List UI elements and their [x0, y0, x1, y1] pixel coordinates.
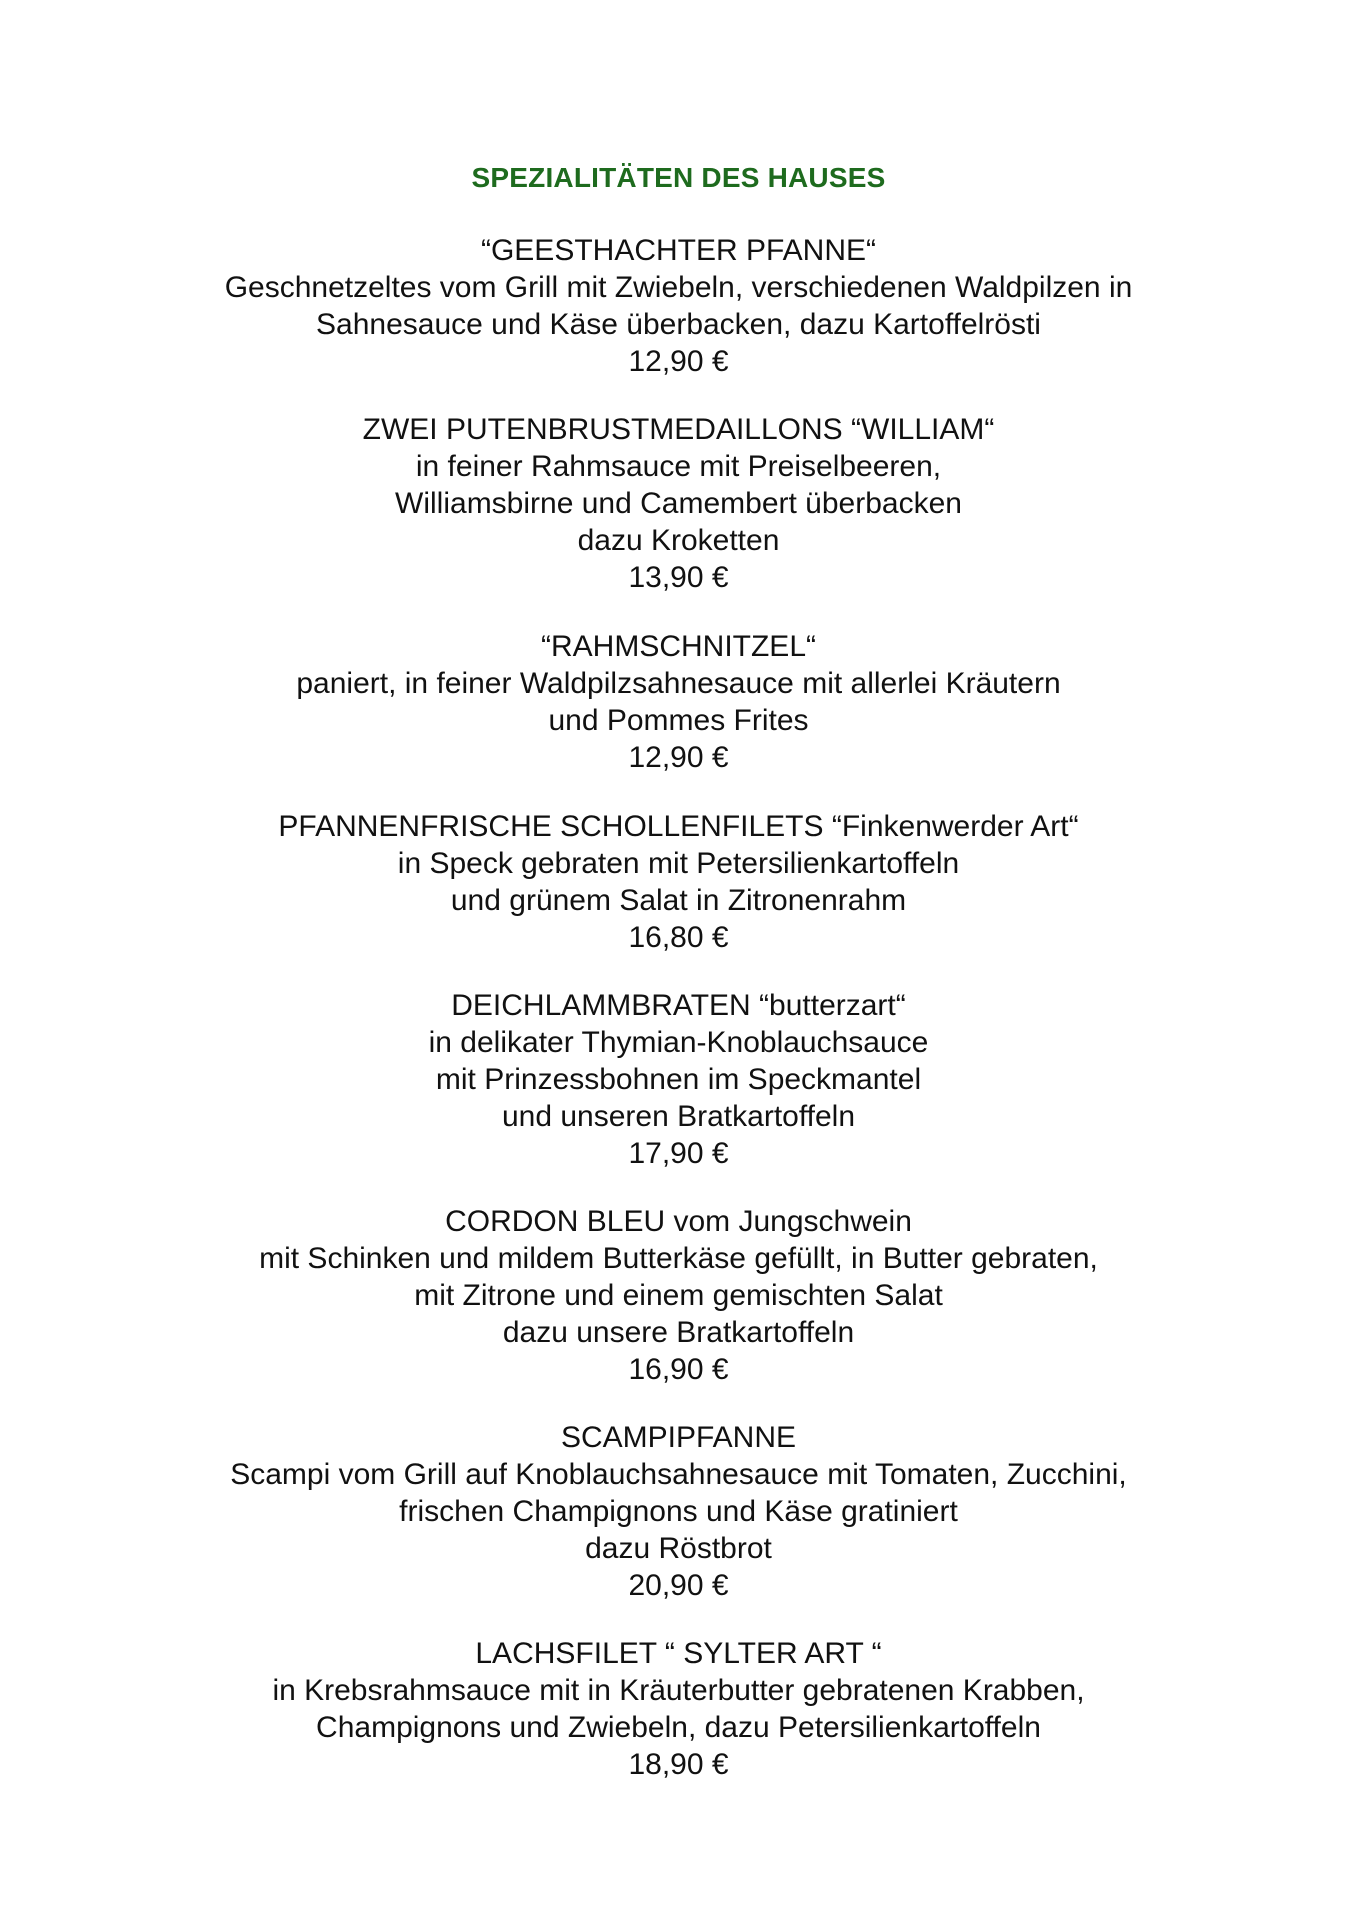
dish-price: 20,90 € — [628, 1569, 729, 1602]
dish-description-line: dazu Röstbrot — [585, 1532, 772, 1565]
dish-name: PFANNENFRISCHE SCHOLLENFILETS “Finkenwerder Art“ — [278, 810, 1079, 843]
menu-item — [0, 1419, 1357, 1604]
dish-description-line: und grünem Salat in Zitronenrahm — [450, 884, 907, 917]
dish-price: 16,90 € — [628, 1353, 729, 1386]
dish-description-line: und unseren Bratkartoffeln — [501, 1100, 855, 1133]
dish-price: 12,90 € — [628, 741, 729, 774]
dish-price: 16,80 € — [628, 921, 729, 954]
dish-price: 18,90 € — [628, 1748, 729, 1781]
dish-description-line: in feiner Rahmsauce mit Preiselbeeren, — [415, 450, 942, 483]
menu-item — [0, 411, 1357, 596]
dish-description-line: paniert, in feiner Waldpilzsahnesauce mit allerlei Kräutern — [296, 667, 1061, 700]
dish-description-line: mit Schinken und mildem Butterkäse gefüllt, in Butter gebraten, — [259, 1242, 1098, 1275]
dish-price: 12,90 € — [628, 345, 729, 378]
dish-description-line: und Pommes Frites — [548, 704, 809, 737]
dish-description-line: mit Prinzessbohnen im Speckmantel — [435, 1063, 922, 1096]
dish-name: CORDON BLEU vom Jungschwein — [445, 1205, 912, 1238]
dish-price: 17,90 € — [628, 1137, 729, 1170]
dish-name: LACHSFILET “ SYLTER ART “ — [475, 1637, 882, 1670]
menu-item — [0, 232, 1357, 380]
dish-name: DEICHLAMMBRATEN “butterzart“ — [451, 989, 906, 1022]
dish-description-line: in delikater Thymian-Knoblauchsauce — [428, 1026, 929, 1059]
menu-item — [0, 808, 1357, 956]
dish-description-line: Sahnesauce und Käse überbacken, dazu Kartoffelrösti — [316, 308, 1041, 341]
menu-item — [0, 987, 1357, 1172]
dish-description-line: in Speck gebraten mit Petersilienkartoffeln — [397, 847, 960, 880]
dish-description-line: mit Zitrone und einem gemischten Salat — [414, 1279, 943, 1312]
dish-name: “RAHMSCHNITZEL“ — [541, 630, 816, 663]
dish-description-line: Williamsbirne und Camembert überbacken — [395, 487, 962, 520]
dish-description-line: Geschnetzeltes vom Grill mit Zwiebeln, verschiedenen Waldpilzen in — [224, 271, 1133, 304]
dish-description-line: Scampi vom Grill auf Knoblauchsahnesauce mit Tomaten, Zucchini, — [230, 1458, 1127, 1491]
dish-description-line: dazu unsere Bratkartoffeln — [502, 1316, 855, 1349]
page-title: SPEZIALITÄTEN DES HAUSES — [471, 162, 886, 193]
menu-item — [0, 1635, 1357, 1783]
menu-item — [0, 628, 1357, 776]
menu-item — [0, 1203, 1357, 1388]
dish-description-line: Champignons und Zwiebeln, dazu Petersilienkartoffeln — [316, 1711, 1041, 1744]
dish-price: 13,90 € — [628, 561, 729, 594]
dish-name: SCAMPIPFANNE — [560, 1421, 797, 1454]
dish-name: “GEESTHACHTER PFANNE“ — [480, 234, 877, 267]
dish-description-line: in Krebsrahmsauce mit in Kräuterbutter gebratenen Krabben, — [272, 1674, 1085, 1707]
dish-name: ZWEI PUTENBRUSTMEDAILLONS “WILLIAM“ — [362, 413, 995, 446]
dish-description-line: dazu Kroketten — [577, 524, 780, 557]
dish-description-line: frischen Champignons und Käse gratiniert — [399, 1495, 958, 1528]
